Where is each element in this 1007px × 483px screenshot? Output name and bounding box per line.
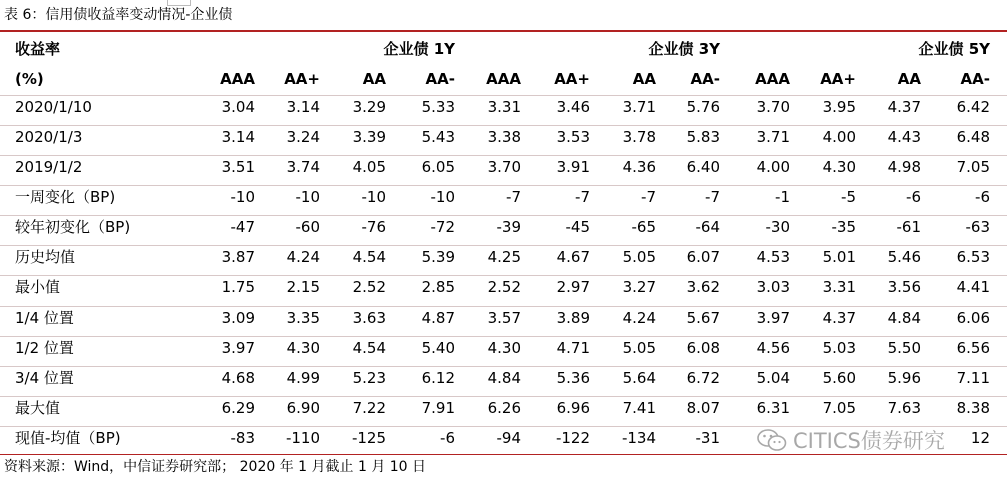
table-cell: 3.27 [622,278,656,297]
header-rating: AAA [486,70,521,88]
table-cell: -83 [230,428,255,447]
table-cell: 4.67 [556,248,590,267]
row-label: 1/4 位置 [15,308,74,327]
table-cell: -125 [351,428,386,447]
table-cell: -39 [496,218,521,237]
header-label-yield: 收益率 [15,40,61,58]
table-cell: 5.60 [822,368,856,387]
row-divider [0,396,1007,397]
table-cell: 5.39 [421,248,455,267]
table-cell: -10 [430,188,455,207]
table-cell-tail: 12 [970,428,990,447]
table-cell: 6.56 [956,338,990,357]
table-cell: 5.33 [421,98,455,116]
table-cell: 5.23 [352,368,386,387]
row-divider [0,366,1007,367]
table-cell: 4.56 [756,338,790,357]
table-cell: 5.36 [556,368,590,387]
table-cell: 3.57 [487,308,521,327]
table-cell: -122 [555,428,590,447]
table-cell: 8.07 [686,398,720,417]
top-rule [0,30,1007,32]
source-note: 资料来源：Wind，中信证券研究部； 2020 年 1 月截止 1 月 10 日 [4,459,427,475]
table-cell: -1 [775,188,790,207]
table-cell: 4.30 [822,158,856,177]
row-divider [0,215,1007,216]
table-cell: 3.35 [286,308,320,327]
table-cell: 8.38 [956,398,990,417]
header-group-3: 企业债 5Y [918,40,990,58]
table-cell: 7.05 [956,158,990,177]
row-label: 一周变化（BP) [15,188,116,207]
table-cell: 5.05 [622,248,656,267]
table-cell: 5.46 [887,248,921,267]
table-cell: 4.41 [956,278,990,297]
table-cell: 4.05 [352,158,386,177]
table-cell: -47 [230,218,255,237]
table-cell: 3.78 [622,128,656,147]
table-cell: -64 [695,218,720,237]
table-cell: 3.97 [221,338,255,357]
table-cell: 5.83 [686,128,720,147]
table-cell: 3.70 [756,98,790,116]
table-cell: -76 [361,218,386,237]
table-cell: 6.96 [556,398,590,417]
table-cell: -94 [496,428,521,447]
table-cell: 3.51 [221,158,255,177]
table-cell: 4.87 [421,308,455,327]
table-cell: 4.98 [887,158,921,177]
table-cell: -10 [230,188,255,207]
table-cell: 3.14 [286,98,320,116]
row-label: 现值-均值（BP) [15,428,121,447]
row-divider [0,336,1007,337]
header-label-unit: (%) [15,70,44,88]
table-cell: 3.71 [622,98,656,116]
table-cell: 4.53 [756,248,790,267]
header-rating: AAA [755,70,790,88]
table-cell: -35 [831,218,856,237]
table-cell: 4.43 [887,128,921,147]
table-cell: 5.50 [887,338,921,357]
table-cell: 3.03 [756,278,790,297]
row-divider [0,275,1007,276]
table-cell: -10 [295,188,320,207]
table-cell: 5.04 [756,368,790,387]
table-cell: 4.00 [756,158,790,177]
header-rating: AA [897,70,921,88]
table-cell: 7.91 [421,398,455,417]
table-cell: 2.52 [352,278,386,297]
header-rating: AA- [425,70,455,88]
table-cell: 7.41 [622,398,656,417]
watermark [757,426,945,454]
table-cell: -65 [631,218,656,237]
header-rating: AA+ [284,70,320,88]
table-cell: 3.97 [756,308,790,327]
table-cell: -6 [440,428,455,447]
table-cell: 4.37 [887,98,921,116]
table-cell: -7 [705,188,720,207]
header-group-2: 企业债 3Y [648,40,720,58]
header-group-1: 企业债 1Y [383,40,455,58]
table-cell: 4.54 [352,248,386,267]
table-cell: 4.25 [487,248,521,267]
table-cell: 7.22 [352,398,386,417]
table-cell: -10 [361,188,386,207]
row-label: 2019/1/2 [15,158,83,177]
table-cell: 5.67 [686,308,720,327]
table-cell: 4.84 [487,368,521,387]
header-rating: AAA [220,70,255,88]
row-divider [0,185,1007,186]
table-cell: 6.72 [686,368,720,387]
table-cell: -6 [906,188,921,207]
table-cell: 6.31 [756,398,790,417]
table-cell: 5.40 [421,338,455,357]
table-cell: -60 [295,218,320,237]
table-cell: -5 [841,188,856,207]
table-cell: 3.46 [556,98,590,116]
table-cell: 3.39 [352,128,386,147]
table-cell: 3.53 [556,128,590,147]
row-label: 最小值 [15,278,61,297]
table-cell: -6 [975,188,990,207]
table-cell: 5.03 [822,338,856,357]
table-cell: 3.31 [822,278,856,297]
table-cell: 3.62 [686,278,720,297]
table-cell: 6.07 [686,248,720,267]
table-cell: 3.56 [887,278,921,297]
table-cell: 5.43 [421,128,455,147]
table-cell: 4.54 [352,338,386,357]
table-cell: -7 [575,188,590,207]
table-cell: 4.37 [822,308,856,327]
table-cell: 6.40 [686,158,720,177]
table-cell: 4.24 [622,308,656,327]
table-cell: 4.36 [622,158,656,177]
watermark-text: CITICS债券研究 [793,429,945,453]
table-cell: 3.04 [221,98,255,116]
table-cell: 2.97 [556,278,590,297]
table-cell: 6.12 [421,368,455,387]
table-cell: 4.68 [221,368,255,387]
caption-marker [167,0,191,6]
table-cell: 2.52 [487,278,521,297]
row-label: 历史均值 [15,248,76,267]
table-cell: 4.24 [286,248,320,267]
table-cell: 6.90 [286,398,320,417]
row-divider [0,125,1007,126]
row-label: 2020/1/3 [15,128,83,147]
table-cell: 3.91 [556,158,590,177]
table-cell: 5.96 [887,368,921,387]
table-cell: -110 [285,428,320,447]
table-cell: 3.70 [487,158,521,177]
table-cell: 3.38 [487,128,521,147]
table-cell: 3.14 [221,128,255,147]
row-divider [0,95,1007,96]
header-rating: AA+ [820,70,856,88]
header-rating: AA [362,70,386,88]
table-cell: 5.05 [622,338,656,357]
header-rating: AA [632,70,656,88]
table-cell: -61 [896,218,921,237]
header-rating: AA- [960,70,990,88]
table-cell: 6.29 [221,398,255,417]
table-cell: 3.29 [352,98,386,116]
row-label: 2020/1/10 [15,98,92,116]
row-label: 较年初变化（BP) [15,218,131,237]
table-cell: 7.63 [887,398,921,417]
row-divider [0,155,1007,156]
header-rating: AA+ [554,70,590,88]
table-cell: 6.53 [956,248,990,267]
table-cell: 6.42 [956,98,990,116]
table-cell: -7 [506,188,521,207]
table-cell: -134 [621,428,656,447]
table-cell: 4.99 [286,368,320,387]
table-cell: 3.71 [756,128,790,147]
table-cell: 7.11 [956,368,990,387]
row-divider [0,245,1007,246]
table-cell: 6.06 [956,308,990,327]
table-cell: 4.84 [887,308,921,327]
header-rating: AA- [690,70,720,88]
table-cell: -7 [641,188,656,207]
table-cell: 3.87 [221,248,255,267]
table-cell: 2.85 [421,278,455,297]
table-cell: 4.30 [286,338,320,357]
table-cell: 4.00 [822,128,856,147]
row-label: 1/2 位置 [15,338,74,357]
table-cell: -72 [430,218,455,237]
row-divider [0,306,1007,307]
table-cell: 6.08 [686,338,720,357]
table-cell: -31 [695,428,720,447]
table-cell: 3.24 [286,128,320,147]
wechat-icon [757,428,787,452]
table-cell: 3.89 [556,308,590,327]
table-cell: 6.48 [956,128,990,147]
table-cell: 5.01 [822,248,856,267]
table-cell: 5.76 [686,98,720,116]
table-cell: 6.26 [487,398,521,417]
table-cell: 2.15 [286,278,320,297]
table-cell: 3.95 [822,98,856,116]
table-cell: 6.05 [421,158,455,177]
row-label: 3/4 位置 [15,368,74,387]
table-caption: 表 6：信用债收益率变动情况-企业债 [4,7,233,23]
table-cell: -30 [765,218,790,237]
table-cell: 3.09 [221,308,255,327]
table-cell: 3.63 [352,308,386,327]
table-cell: 3.31 [487,98,521,116]
table-cell: 5.64 [622,368,656,387]
table-cell: 4.71 [556,338,590,357]
table-cell: -63 [965,218,990,237]
table-cell: -45 [565,218,590,237]
table-cell: 3.74 [286,158,320,177]
table-cell: 4.30 [487,338,521,357]
table-cell: 7.05 [822,398,856,417]
row-label: 最大值 [15,398,61,417]
table-cell: 1.75 [221,278,255,297]
